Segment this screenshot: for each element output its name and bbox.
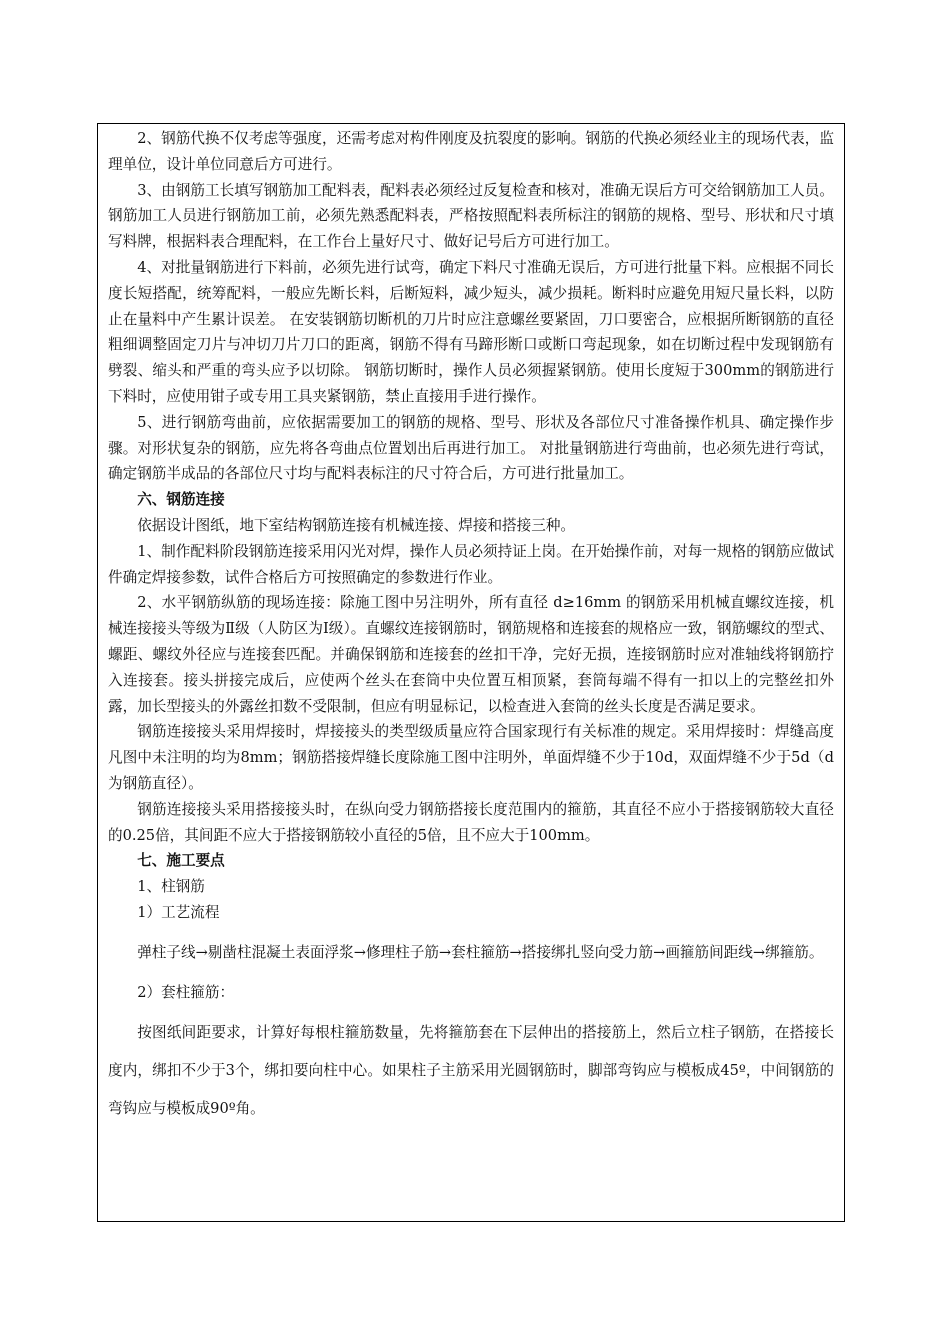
subheading-column-rebar: 1、柱钢筋 (137, 878, 205, 896)
paragraph-mechanical-connection: 2、水平钢筋纵筋的现场连接：除施工图中另注明外，所有直径 d≥16mm 的钢筋采用机械直螺纹连接，机械连接接头等级为Ⅱ级（人防区为Ⅰ级）。直螺纹连接钢筋时，钢筋规格和连接套的规格应一致，钢筋螺纹的型式、螺距、螺纹外径应与连接套匹配。并确保钢筋和连接套的丝扣干净，完好无损，连接钢筋时应对准轴线将钢筋拧入连接套。接头拼接完成后，应使两个丝头在套筒中央位置互相顶紧，套筒每端不得有一扣以上的完整丝扣外露，加长型接头的外露丝扣数不受限制，但应有明显标记，以检查进入套筒的丝头长度是否满足要求。 (108, 594, 834, 715)
paragraph-column-stirrups: 按图纸间距要求，计算好每根柱箍筋数量，先将箍筋套在下层伸出的搭接筋上，然后立柱子钢筋，在搭接长度内，绑扣不少于3个，绑扣要向柱中心。如果柱子主筋采用光圆钢筋时，脚部弯钩应与模板成45º，中间钢筋的弯钩应与模板成90º角。 (108, 1023, 834, 1117)
subheading-process-flow: 1）工艺流程 (137, 903, 220, 921)
paragraph-welded-joints: 钢筋连接接头采用焊接时，焊接接头的类型级质量应符合国家现行有关标准的规定。采用焊接时：焊缝高度凡图中未注明的均为8mm；钢筋搭接焊缝长度除施工图中注明外，单面焊缝不少于10d，双面焊缝不少于5d（d为钢筋直径）。 (108, 723, 834, 792)
paragraph-rebar-substitution: 2、钢筋代换不仅考虑等强度，还需考虑对构件刚度及抗裂度的影响。钢筋的代换必须经业主的现场代表，监理单位，设计单位同意后方可进行。 (108, 130, 834, 173)
paragraph-flash-butt-welding: 1、制作配料阶段钢筋连接采用闪光对焊，操作人员必须持证上岗。在开始操作前，对每一规格的钢筋应做试件确定焊接参数，试件合格后方可按照确定的参数进行作业。 (108, 542, 834, 586)
paragraph-rebar-cutting: 4、对批量钢筋进行下料前，必须先进行试弯，确定下料尺寸准确无误后，方可进行批量下料。应根据不同长度长短搭配，统筹配料，一般应先断长料，后断短料，减少短头，减少损耗。断料时应避免用短尺量长料，以防止在量料中产生累计误差。 在安装钢筋切断机的刀片时应注意螺丝要紧固，刀口要密合，应根据所断钢筋的直径粗细调整固定刀片与冲切刀片刀口的距离，钢筋不得有马蹄形断口或断口弯起现象，如在切断过程中发现钢筋有劈裂、缩头和严重的弯头应予以切除。 钢筋切断时，操作人员必须握紧钢筋。使用长度短于300mm的钢筋进行下料时，应使用钳子或专用工具夹紧钢筋，禁止直接用手进行操作。 (108, 258, 834, 405)
document-frame (97, 123, 845, 1222)
paragraph-rebar-schedule: 3、由钢筋工长填写钢筋加工配料表，配料表必须经过反复检查和核对，准确无误后方可交给钢筋加工人员。 钢筋加工人员进行钢筋加工前，必须先熟悉配料表，严格按照配料表所标注的钢筋的规格、型号、形状和尺寸填写料牌，根据料表合理配料，在工作台上量好尺寸、做好记号后方可进行加工。 (108, 181, 834, 251)
paragraph-lap-joints: 钢筋连接接头采用搭接接头时，在纵向受力钢筋搭接长度范围内的箍筋，其直径不应小于搭接钢筋较大直径的0.25倍，其间距不应大于搭接钢筋较小直径的5倍，且不应大于100mm。 (108, 800, 834, 844)
paragraph-process-flow: 弹柱子线→剔凿柱混凝土表面浮浆→修理柱子筋→套柱箍筋→搭接绑扎竖向受力筋→画箍筋间距线→绑箍筋。 (137, 943, 824, 961)
paragraph-rebar-bending: 5、进行钢筋弯曲前，应依据需要加工的钢筋的规格、型号、形状及各部位尺寸准备操作机具、确定操作步骤。对形状复杂的钢筋，应先将各弯曲点位置划出后再进行加工。 对批量钢筋进行弯曲前，也必须先进行弯试，确定钢筋半成品的各部位尺寸均与配料表标注的尺寸符合后，方可进行批量加工。 (108, 413, 834, 483)
section-heading-construction-points: 七、施工要点 (137, 852, 225, 870)
paragraph-connection-types: 依据设计图纸，地下室结构钢筋连接有机械连接、焊接和搭接三种。 (137, 516, 576, 534)
subheading-column-stirrups: 2）套柱箍筋： (137, 983, 235, 1001)
section-heading-rebar-connection: 六、钢筋连接 (137, 491, 225, 509)
document-content (108, 126, 834, 1128)
